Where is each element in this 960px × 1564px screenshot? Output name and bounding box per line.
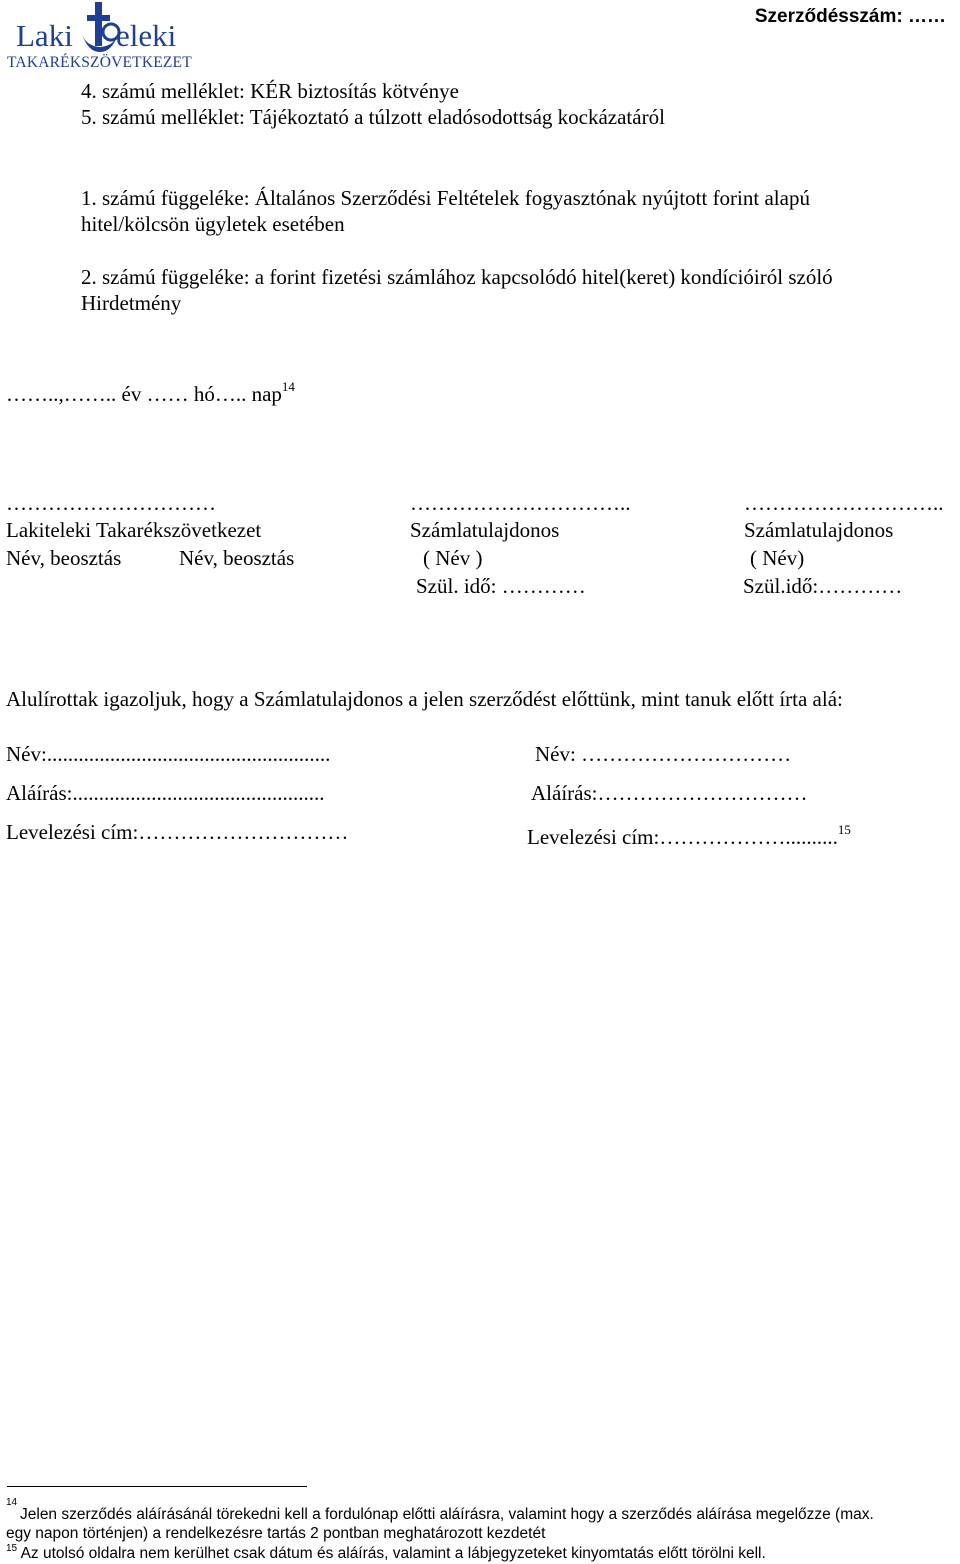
signature-title-holder-1: Számlatulajdonos: [410, 518, 560, 542]
contract-number: Szerződésszám: ……: [754, 6, 946, 27]
signature-title-bank: Lakiteleki Takarékszövetkezet: [6, 518, 262, 542]
footnote-15: [6, 1540, 766, 1564]
footnote-14-line2: egy napon történjen) a rendelkezésre tartás 2 pontban meghatározott kezdetét: [6, 1525, 546, 1542]
footnote-15-text: Az utolsó oldalra nem kerülhet csak dátum és aláírás, valamint a lábjegyzeteket kinyomtatás előtt törölni kell.: [20, 1545, 766, 1563]
witness-2-signature: Aláírás:…………………………: [531, 781, 808, 805]
signature-name-holder-1: ( Név ): [423, 546, 483, 570]
appendix-1-line2: hitel/kölcsön ügyletek esetében: [81, 212, 345, 236]
footnote-15-number: 15: [6, 1543, 18, 1554]
footnote-divider: [7, 1486, 307, 1487]
birth-date-holder-1: Szül. idő: …………: [416, 574, 586, 598]
footnote-ref-14: 14: [281, 379, 295, 394]
footnote-14-number: 14: [6, 1497, 18, 1508]
witness-2-address-line: [527, 819, 851, 850]
signature-name-holder-2: ( Név): [750, 546, 805, 570]
date-line: [6, 376, 295, 407]
footnote-14-line1: Jelen szerződés aláírásánál törekedni kell a fordulónap előtti aláírásra, valamint hogy a szerződés aláírása megelőzze (max.: [20, 1506, 874, 1523]
signature-role-1: Név, beosztás: [6, 546, 122, 570]
appendix-2-line2: Hirdetmény: [81, 291, 182, 315]
signature-title-holder-2: Számlatulajdonos: [744, 518, 894, 542]
attachment-item: 5. számú melléklet: Tájékoztató a túlzott eladósodottság kockázatáról: [81, 105, 665, 129]
logo-subtitle: TAKARÉKSZÖVETKEZET: [7, 54, 192, 71]
signature-role-2: Név, beosztás: [179, 546, 295, 570]
appendix-2-line1: 2. számú függeléke: a forint fizetési számlához kapcsolódó hitel(keret) kondícióiról szóló: [81, 265, 833, 289]
witness-1-signature: Aláírás:................................................: [6, 781, 325, 805]
witness-2-name: Név: …………………………: [535, 742, 792, 766]
witness-statement: Alulírottak igazoljuk, hogy a Számlatulajdonos a jelen szerződést előttünk, mint tanuk előtt írta alá:: [6, 687, 843, 711]
birth-date-holder-2: Szül.idő:…………: [743, 574, 903, 598]
logo-text-right: eleki: [116, 18, 177, 53]
signature-dots-holder-2: ………………………..: [744, 491, 944, 515]
signature-dots-bank: …………………………: [6, 491, 216, 515]
date-text: ……..,…….. év …… hó….. nap: [6, 382, 282, 406]
logo-text-left: Laki: [16, 18, 73, 53]
appendix-1-line1: 1. számú függeléke: Általános Szerződési Feltételek fogyasztónak nyújtott forint alapú: [81, 186, 810, 210]
footnote-14-line1-wrap: [6, 1505, 874, 1525]
witness-1-address: Levelezési cím:…………………………: [6, 820, 349, 844]
witness-1-name: Név:......................................................: [6, 742, 331, 766]
attachment-item: 4. számú melléklet: KÉR biztosítás kötvénye: [81, 79, 459, 103]
footnote-ref-15: 15: [837, 822, 851, 837]
witness-2-address: Levelezési cím:………………..........: [527, 825, 838, 849]
company-logo: [6, 2, 202, 74]
signature-dots-holder-1: …………………………..: [410, 491, 631, 515]
